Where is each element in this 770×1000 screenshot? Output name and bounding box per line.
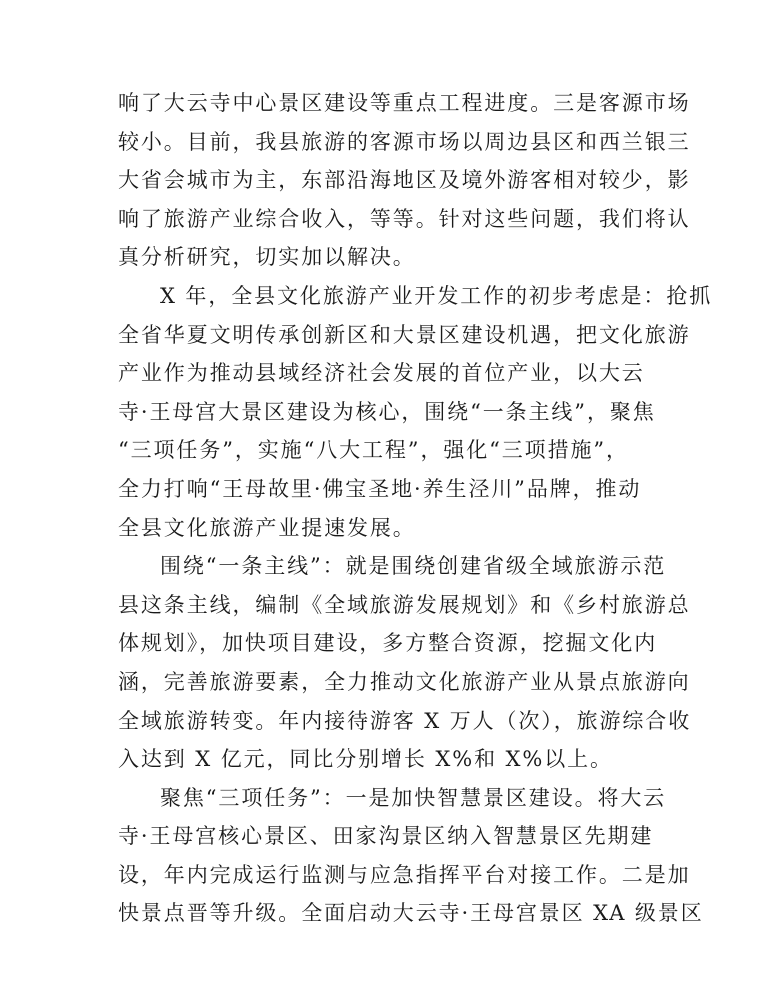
text-line: 响了旅游产业综合收入，等等。针对这些问题，我们将认 <box>118 206 691 231</box>
text-line: 设，年内完成运行监测与应急指挥平台对接工作。二是加 <box>118 862 691 887</box>
text-line: 聚焦“三项任务”：一是加快智慧景区建设。将大云 <box>160 785 667 810</box>
text-line: 全县文化旅游产业提速发展。 <box>118 515 416 540</box>
text-line: 全省华夏文明传承创新区和大景区建设机遇，把文化旅游 <box>118 322 691 347</box>
text-line: 涵，完善旅游要素，全力推动文化旅游产业从景点旅游向 <box>118 669 691 694</box>
text-line: 围绕“一条主线”：就是围绕创建省级全域旅游示范 <box>160 554 667 579</box>
text-line: 寺·王母宫大景区建设为核心，围绕“一条主线”，聚焦 <box>118 399 656 424</box>
document-body <box>118 84 713 933</box>
text-line: 县这条主线，编制《全域旅游发展规划》和《乡村旅游总 <box>118 592 691 617</box>
text-line: 快景点晋等升级。全面启动大云寺·王母宫景区 XA 级景区 <box>118 901 704 926</box>
text-line: 体规划》，加快项目建设，多方整合资源，挖掘文化内 <box>118 631 658 656</box>
text-line: 寺·王母宫核心景区、田家沟景区纳入智慧景区先期建 <box>118 824 654 849</box>
text-line: 入达到 X 亿元，同比分别增长 X%和 X%以上。 <box>118 747 613 772</box>
text-line: 响了大云寺中心景区建设等重点工程进度。三是客源市场 <box>118 91 691 115</box>
text-line: 大省会城市为主，东部沿海地区及境外游客相对较少，影 <box>118 168 691 193</box>
text-line: 全域旅游转变。年内接待游客 X 万人（次），旅游综合收 <box>118 708 692 733</box>
text-line: “三项任务”，实施“八大工程”，强化“三项措施”， <box>118 438 629 463</box>
text-line: 产业作为推动县域经济社会发展的首位产业，以大云 <box>118 361 645 386</box>
text-line: 较小。目前，我县旅游的客源市场以周边县区和西兰银三 <box>118 129 691 154</box>
text-line: 全力打响“王母故里·佛宝圣地·养生泾川”品牌，推动 <box>118 476 642 501</box>
text-line: 真分析研究，切实加以解决。 <box>118 245 416 270</box>
text-line: X 年，全县文化旅游产业开发工作的初步考虑是：抢抓 <box>160 283 713 308</box>
